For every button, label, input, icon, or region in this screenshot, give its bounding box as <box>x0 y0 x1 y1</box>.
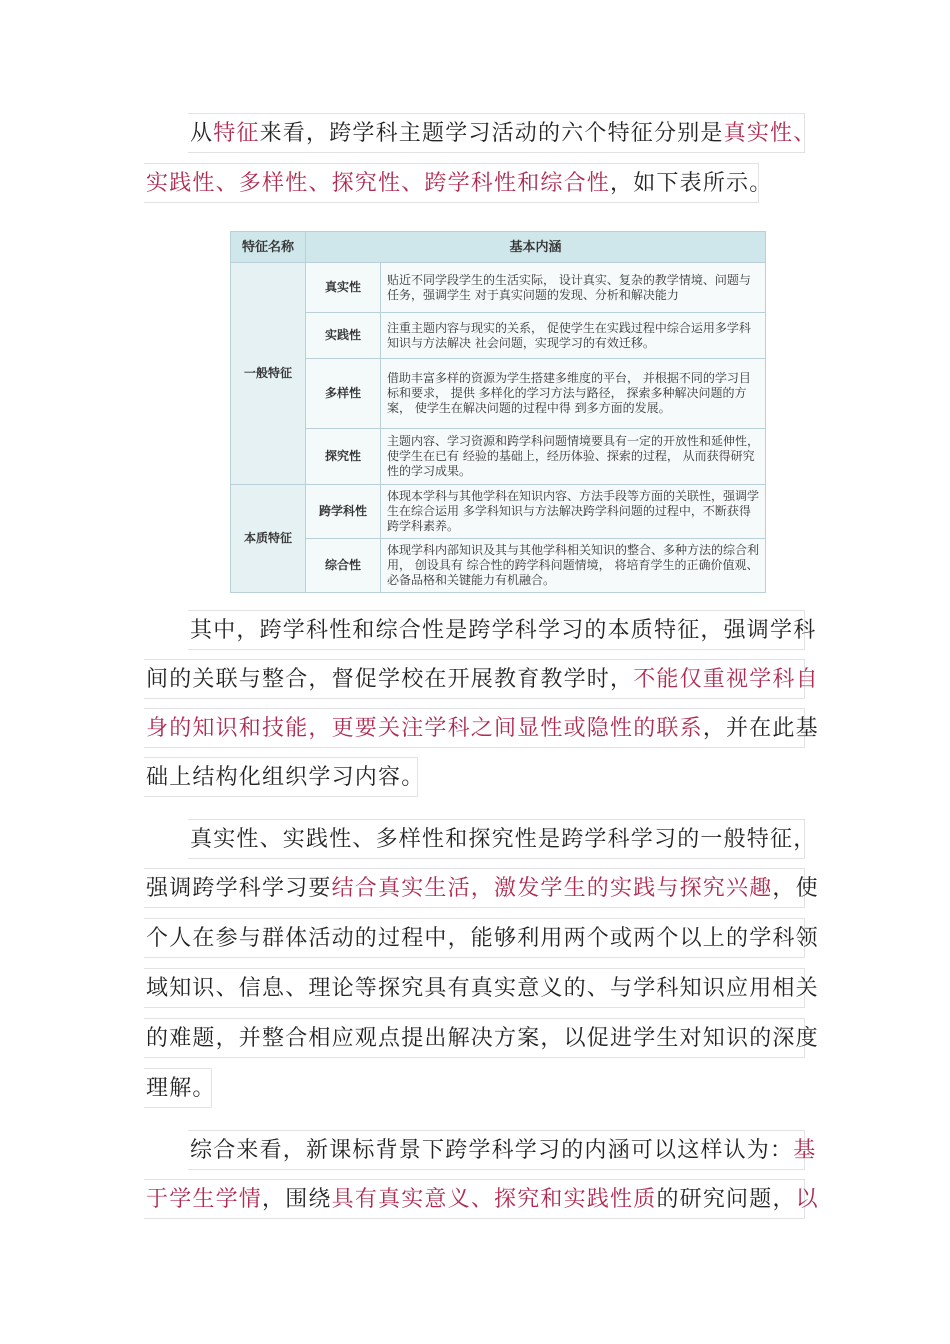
feature-name: 多样性 <box>306 359 381 429</box>
text: ，围绕 <box>262 1187 332 1212</box>
header-feature-name: 特征名称 <box>231 232 306 263</box>
text: 的研究问题， <box>656 1187 796 1212</box>
feature-name: 实践性 <box>306 313 381 359</box>
feature-name: 真实性 <box>306 263 381 313</box>
text: 的难题，并整合相应观点提出解决方案，以促进学生对知识的深度 <box>146 1026 819 1051</box>
feature-desc: 体现学科内部知识及其与其他学科相关知识的整合、多种方法的综合利用， 创设具有 综合性的跨学科问题情境， 将培育学生的正确价值观、必备品格和关键能力有机融合。 <box>381 539 766 593</box>
highlight-text: 具有真实意义、探究和实践性质 <box>331 1187 657 1212</box>
highlight-text: 实践性、多样性、探究性、跨学科性和综合性 <box>146 171 611 196</box>
highlight-text: 以 <box>795 1187 819 1212</box>
highlight-text: 于学生学情 <box>146 1187 263 1212</box>
para4-line2 <box>144 1179 819 1219</box>
text: ，如下表所示。 <box>610 171 773 196</box>
text: 强调跨学科学习要 <box>146 876 332 901</box>
feature-desc: 主题内容、学习资源和跨学科问题情境要具有一定的开放性和延伸性， 使学生在已有 经验的基础上，经历体验、探索的过程， 从而获得研究性的学习成果。 <box>381 429 766 485</box>
feature-desc: 借助丰富多样的资源为学生搭建多维度的平台， 并根据不同的学习目标和要求， 提供 多样化的学习方法与路径， 探索多种解决问题的方案， 使学生在解决问题的过程中得 到多方面的发展。 <box>381 359 766 429</box>
para1-line2 <box>144 163 773 203</box>
text: 间的关联与整合，督促学校在开展教育教学时， <box>146 667 634 692</box>
para3-line2 <box>144 868 819 908</box>
table-row <box>231 263 766 313</box>
highlight-text: 特征 <box>213 121 260 146</box>
text: 其中，跨学科性和综合性是跨学科学习的本质特征，强调学科 <box>190 618 817 643</box>
highlight-text: 身的知识和技能，更要关注学科之间显性或隐性的联系 <box>146 716 703 741</box>
table-row <box>231 539 766 593</box>
table-row <box>231 485 766 539</box>
text: 综合来看，新课标背景下跨学科学习的内涵可以这样认为： <box>190 1138 794 1163</box>
header-basic-meaning: 基本内涵 <box>306 232 766 263</box>
category-essential: 本质特征 <box>231 485 306 593</box>
feature-name: 综合性 <box>306 539 381 593</box>
para3-line5 <box>144 1018 819 1058</box>
text: 真实性、实践性、多样性和探究性是跨学科学习的一般特征， <box>190 827 817 852</box>
text: 础上结构化组织学习内容。 <box>146 765 425 790</box>
highlight-text: 真实性、 <box>723 121 817 146</box>
text: ，并在此基 <box>702 716 819 741</box>
feature-desc: 贴近不同学段学生的生活实际， 设计真实、复杂的教学情境、问题与任务，强调学生 对于真实问题的发现、分析和解决能力 <box>381 263 766 313</box>
table-header-row <box>231 232 766 263</box>
feature-name: 跨学科性 <box>306 485 381 539</box>
text: 从 <box>190 121 214 146</box>
para2-line2 <box>144 659 819 699</box>
para2-line3 <box>144 708 819 748</box>
para4-line1 <box>188 1130 817 1170</box>
para3-line1 <box>188 819 817 859</box>
para1-line1 <box>188 113 817 153</box>
text: 个人在参与群体活动的过程中，能够利用两个或两个以上的学科领 <box>146 926 819 951</box>
table-row <box>231 359 766 429</box>
feature-name: 探究性 <box>306 429 381 485</box>
para2-line1 <box>188 610 817 650</box>
category-general: 一般特征 <box>231 263 306 485</box>
text: ，使 <box>772 876 819 901</box>
text: 域知识、信息、理论等探究具有真实意义的、与学科知识应用相关 <box>146 976 819 1001</box>
para3-line6 <box>144 1068 216 1108</box>
feature-table <box>230 231 766 593</box>
para2-line4 <box>144 757 425 797</box>
feature-desc: 注重主题内容与现实的关系， 促使学生在实践过程中综合运用多学科知识与方法解决 社会问题，实现学习的有效迁移。 <box>381 313 766 359</box>
highlight-text: 不能仅重视学科自 <box>633 667 819 692</box>
table-row <box>231 429 766 485</box>
highlight-text: 结合真实生活，激发学生的实践与探究兴趣 <box>331 876 773 901</box>
feature-desc: 体现本学科与其他学科在知识内容、方法手段等方面的关联性，强调学生在综合运用 多学科知识与方法解决跨学科问题的过程中，不断获得跨学科素养。 <box>381 485 766 539</box>
text: 理解。 <box>146 1076 216 1101</box>
para3-line4 <box>144 968 819 1008</box>
para3-line3 <box>144 918 819 958</box>
text: 来看，跨学科主题学习活动的六个特征分别是 <box>259 121 724 146</box>
table-row <box>231 313 766 359</box>
highlight-text: 基 <box>793 1138 817 1163</box>
